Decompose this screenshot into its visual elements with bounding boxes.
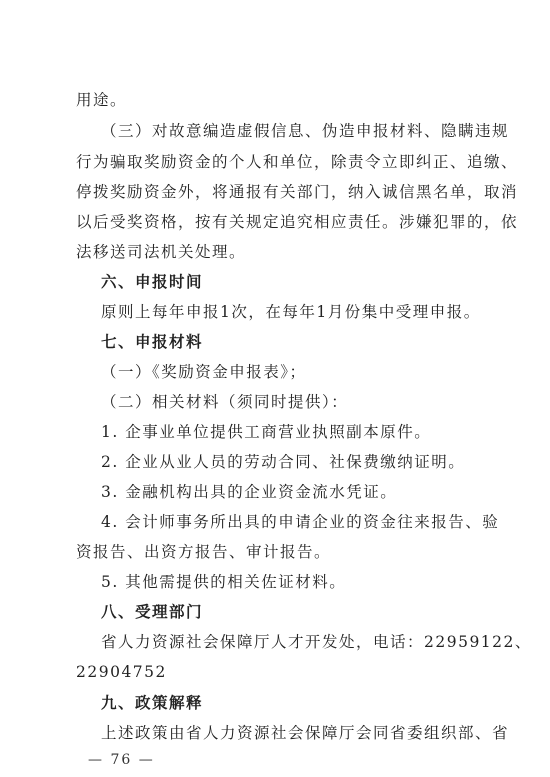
paragraph-line: 法移送司法机关处理。: [76, 243, 247, 261]
list-item: 4. 会计师事务所出具的申请企业的资金往来报告、验: [101, 513, 500, 531]
section-heading: 八、受理部门: [101, 603, 204, 621]
list-item: 2. 企业从业人员的劳动合同、社保费缴纳证明。: [101, 453, 466, 471]
paragraph-line: 停拨奖励资金外，将通报有关部门，纳入诚信黑名单，取消: [76, 183, 519, 201]
paragraph-line: 原则上每年申报1次，在每年1月份集中受理申报。: [101, 303, 481, 321]
paragraph-line: 22904752: [76, 663, 167, 681]
section-heading: 六、申报时间: [101, 273, 204, 291]
paragraph-line: 用途。: [76, 91, 128, 109]
paragraph-line: 省人力资源社会保障厅人才开发处，电话：22959122、: [101, 633, 532, 651]
paragraph-line: 上述政策由省人力资源社会保障厅会同省委组织部、省: [101, 724, 510, 742]
list-item: 1. 企事业单位提供工商营业执照副本原件。: [101, 423, 432, 441]
list-item: 3. 金融机构出具的企业资金流水凭证。: [101, 483, 398, 501]
list-item: 5. 其他需提供的相关佐证材料。: [101, 573, 347, 591]
paragraph-line: 行为骗取奖励资金的个人和单位，除责令立即纠正、追缴、: [76, 153, 519, 171]
section-heading: 七、申报材料: [101, 333, 204, 351]
paragraph-line: 以后受奖资格，按有关规定追究相应责任。涉嫌犯罪的，依: [76, 213, 519, 231]
paragraph-line: 资报告、出资方报告、审计报告。: [76, 543, 332, 561]
list-item: （一）《奖励资金申报表》；: [101, 363, 307, 381]
section-heading: 九、政策解释: [101, 694, 204, 712]
list-item: （二）相关材料（须同时提供）：: [101, 393, 349, 411]
page-number: — 76 —: [88, 752, 155, 768]
paragraph-line: （三）对故意编造虚假信息、伪造申报材料、隐瞒违规: [101, 122, 510, 140]
